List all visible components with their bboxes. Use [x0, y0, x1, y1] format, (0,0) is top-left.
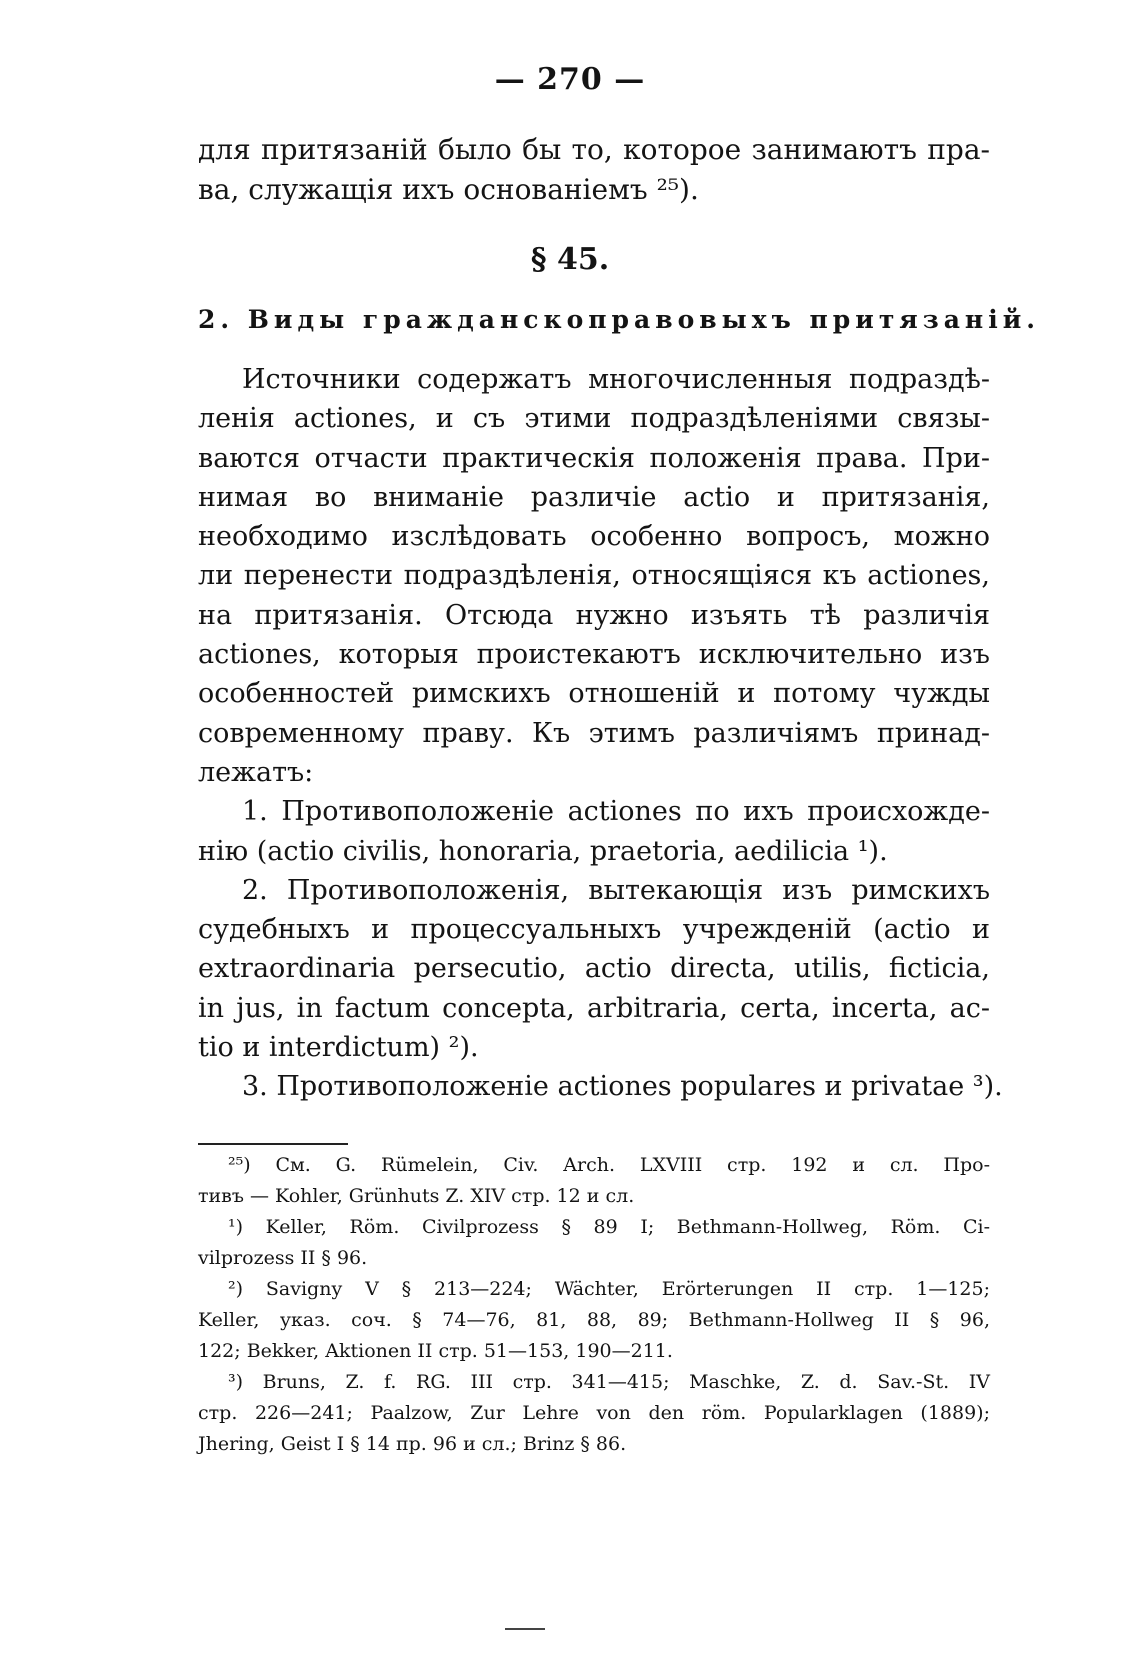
- text-line: 2. Противоположенія, вытекающія изъ римскихъ: [242, 874, 990, 906]
- footnote-line: Keller, указ. соч. § 74—76, 81, 88, 89; Bethmann-Hollweg II § 96,: [198, 1309, 990, 1331]
- footnote-divider: [198, 1143, 348, 1145]
- section-number: § 45.: [530, 242, 610, 277]
- text-line: in jus, in factum concepta, arbitraria, certa, incerta, ac-: [198, 992, 990, 1024]
- text-line: нимая во вниманіе различіе actio и притязанія,: [198, 481, 990, 513]
- section-heading-text: 2. Виды гражданскоправовыхъ притязаній.: [198, 305, 1040, 334]
- footnote-line: ¹) Keller, Röm. Civilprozess § 89 I; Bethmann-Hollweg, Röm. Ci-: [228, 1216, 990, 1238]
- footnote-line: ²) Savigny V § 213—224; Wächter, Erörterungen II стр. 1—125;: [228, 1278, 990, 1300]
- list-item: [198, 871, 990, 1067]
- footnote-line: 122; Bekker, Aktionen II стр. 51—153, 190—211.: [198, 1340, 673, 1362]
- footnote-line: Jhering, Geist I § 14 пр. 96 и сл.; Brinz § 86.: [198, 1433, 627, 1455]
- text-line: tio и interdictum) ²).: [198, 1032, 479, 1064]
- text-line: необходимо изслѣдовать особенно вопросъ, можно: [198, 521, 990, 553]
- section-heading: [198, 302, 1040, 338]
- main-text: [198, 360, 1003, 1107]
- footnote: [198, 1150, 990, 1212]
- text-line: 3. Противоположеніе actiones populares и privatae ³).: [242, 1071, 1003, 1103]
- text-line: actiones, которыя проистекаютъ исключительно изъ: [198, 639, 990, 671]
- text-line: ваются отчасти практическія положенія права. При-: [198, 442, 990, 474]
- paragraph: [198, 360, 990, 792]
- text-line: судебныхъ и процессуальныхъ учрежденій (actio и: [198, 914, 990, 946]
- text-line: современному праву. Къ этимъ различіямъ принад-: [198, 717, 990, 749]
- footnote: [198, 1274, 990, 1367]
- footnote-line: тивъ — Kohler, Grünhuts Z. XIV стр. 12 и сл.: [198, 1185, 635, 1207]
- footnote-line: стр. 226—241; Paalzow, Zur Lehre von den röm. Popularklagen (1889);: [198, 1402, 990, 1424]
- text-line: 1. Противоположеніе actiones по ихъ происхожде-: [242, 796, 990, 828]
- list-item: [198, 1067, 1003, 1106]
- footnotes: [198, 1150, 990, 1460]
- text-line: ли перенести подраздѣленія, относящіяся къ actiones,: [198, 560, 990, 592]
- text-line: лежатъ:: [198, 756, 314, 788]
- text-line: ленія actiones, и съ этими подраздѣленіями связы-: [198, 403, 990, 435]
- text-line: на притязанія. Отсюда нужно изъять тѣ различія: [198, 599, 990, 631]
- footnote-line: ²⁵) См. G. Rümelein, Civ. Arch. LXVIII стр. 192 и сл. Про-: [228, 1154, 990, 1176]
- footnote-line: vilprozess II § 96.: [198, 1247, 368, 1269]
- continuation-text: [198, 130, 990, 210]
- text-line: для притязаній было бы то, которое занимаютъ пра-: [198, 133, 990, 166]
- footnote: [198, 1212, 990, 1274]
- footnote: [198, 1367, 990, 1460]
- text-line: ва, служащія ихъ основаніемъ ²⁵).: [198, 173, 699, 206]
- text-line: нію (actio civilis, honoraria, praetoria, aedilicia ¹).: [198, 835, 888, 867]
- text-line: особенностей римскихъ отношеній и потому чужды: [198, 678, 990, 710]
- page-number: — 270 —: [494, 62, 646, 97]
- text-line: Источники содержатъ многочисленныя подраздѣ-: [242, 364, 990, 395]
- print-mark: [505, 1628, 545, 1630]
- footnote-line: ³) Bruns, Z. f. RG. III стр. 341—415; Maschke, Z. d. Sav.-St. IV: [228, 1371, 990, 1393]
- list-item: [198, 792, 990, 871]
- text-line: extraordinaria persecutio, actio directa, utilis, ficticia,: [198, 953, 990, 985]
